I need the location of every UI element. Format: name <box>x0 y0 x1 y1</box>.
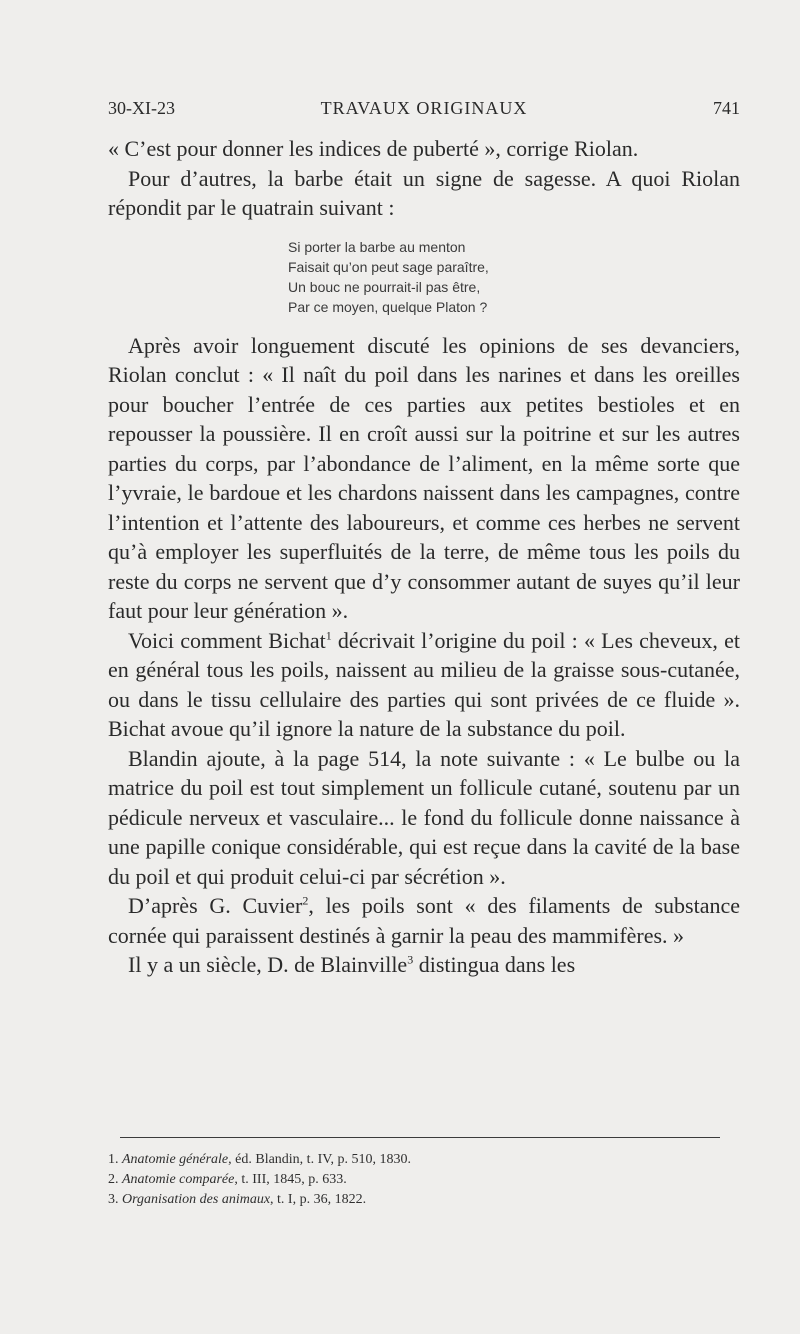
p4-text-a: Voici comment Bichat <box>128 627 326 653</box>
poem-line-4: Par ce moyen, quelque Platon ? <box>288 298 488 315</box>
footnote-details: , t. III, 1845, p. 633. <box>234 1172 347 1187</box>
header-date: 30-XI-23 <box>108 98 175 118</box>
p7-text-b: distingua dans les <box>413 952 576 977</box>
footnote-1 <box>108 1150 740 1170</box>
footnote-details: , t. I, p. 36, 1822. <box>270 1192 367 1207</box>
p7-text-a: Il y a un siècle, D. de Blainville <box>128 952 408 977</box>
footnote-number: 1. <box>108 1152 119 1167</box>
paragraph-6 <box>108 891 740 950</box>
paragraph-2: Pour d’autres, la barbe était un signe de sagesse. A quoi Riolan répondit par le quatrain suivant : <box>108 165 740 220</box>
poem-line-3: Un bouc ne pourrait-il pas être, <box>288 278 481 295</box>
footnote-details: , éd. Blandin, t. IV, p. 510, 1830. <box>228 1152 412 1167</box>
footnote-number: 2. <box>108 1172 119 1187</box>
quatrain <box>288 237 740 317</box>
footnotes <box>108 1150 740 1210</box>
footnote-ref-2: 2 <box>302 893 309 908</box>
footnote-ref-1: 1 <box>325 628 332 643</box>
p6-text-a: D’après G. Cuvier <box>128 893 303 918</box>
footnote-title: Organisation des animaux <box>122 1192 271 1207</box>
p6-text-b: , les poils sont « des filaments de substance cornée qui paraissent destinés à garnir la peau des mammifères. » <box>108 893 740 948</box>
footnote-divider <box>120 1137 720 1138</box>
paragraph-5: Blandin ajoute, à la page 514, la note suivante : « Le bulbe ou la matrice du poil est tout simplement un follicule cutané, soutenu par un pédicule nerveux et vasculaire... le fond du follicule donne naissance à une papille conique considérable, qui est reçue dans la cavité de la base du poil et qui produit celui-ci par sécrétion ». <box>108 745 740 889</box>
footnote-ref-3: 3 <box>407 952 414 967</box>
footnote-number: 3. <box>108 1192 119 1207</box>
page-number: 741 <box>713 98 740 118</box>
poem-line-1: Si porter la barbe au menton <box>288 238 466 255</box>
header-title: TRAVAUX ORIGINAUX <box>320 98 528 118</box>
footnote-3 <box>108 1190 740 1210</box>
running-header <box>108 98 740 128</box>
poem-line-2: Faisait qu’on peut sage paraître, <box>288 258 489 275</box>
footnote-2 <box>108 1170 740 1190</box>
paragraph-3: Après avoir longuement discuté les opinions de ses devanciers, Riolan conclut : « Il naît du poil dans les narines et dans les oreilles pour boucher l’entrée de ces parties aux petites bestioles et en repousser la poussière. Il en croît aussi sur la poitrine et sur les autres parties du corps, par l’abondance de l’aliment, en la même sorte que l’yvraie, le bardoue et les chardons naissent dans les campagnes, contre l’intention et l’attente des laboureurs, et comme ces herbes ne servent qu’à employer les superfluités de la terre, de même tous les poils du reste du corps ne servent que d’y consommer autant de suyes qu’il leur faut pour leur génération ». <box>108 332 740 623</box>
paragraph-7 <box>108 950 740 980</box>
footnote-title: Anatomie comparée <box>122 1172 235 1187</box>
body-text <box>108 134 740 980</box>
p4-text-b: décrivait l’origine du poil : « Les cheveux, et en général tous les poils, naissent au milieu de la graisse sous-cutanée, ou dans le tissu cellulaire des parties qui sont privées de ce fluide ». Bichat avoue qu’il ignore la nature de la substance du poil. <box>108 627 740 741</box>
paragraph-1: « C’est pour donner les indices de puberté », corrige Riolan. <box>108 136 639 161</box>
paragraph-4 <box>108 626 740 744</box>
footnote-title: Anatomie générale <box>122 1152 229 1167</box>
